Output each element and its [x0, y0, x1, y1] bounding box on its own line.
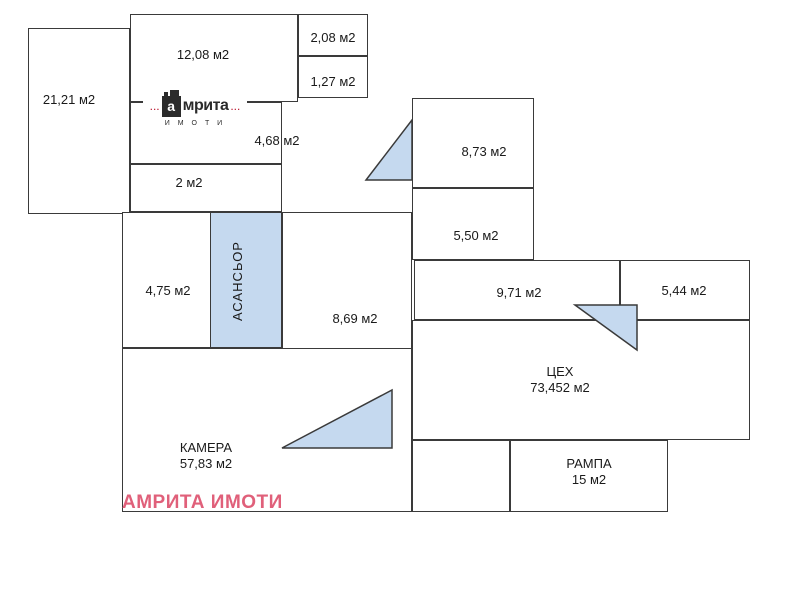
- room-5-50: [412, 188, 534, 260]
- label-4-68: 4,68 м2: [254, 132, 300, 148]
- label-9-71: 9,71 м2: [496, 284, 542, 300]
- label-5-50: 5,50 м2: [453, 227, 499, 243]
- label-kamera-area: 57,83 м2: [179, 456, 233, 471]
- label-ceh-name: ЦЕХ: [546, 363, 574, 379]
- label-ceh-area: 73,452 м2: [530, 380, 590, 395]
- logo-wordmark: [150, 96, 241, 117]
- room-8-73: [412, 98, 534, 188]
- door-swing-9-71-icon: [575, 305, 637, 350]
- logo-mark-icon: a: [162, 96, 181, 117]
- label-rampa-name: РАМПА: [566, 455, 612, 471]
- room-2-08: [298, 14, 368, 56]
- label-kamera-name: КАМЕРА: [179, 439, 233, 455]
- label-2-08: 2,08 м2: [310, 29, 356, 45]
- label-8-69: 8,69 м2: [332, 310, 378, 326]
- label-2: 2 м2: [175, 174, 203, 190]
- label-4-75: 4,75 м2: [145, 282, 191, 298]
- door-swing-kamera-icon: [282, 390, 392, 448]
- room-2: [130, 164, 282, 212]
- room-elevator: [210, 212, 282, 348]
- label-rampa-area: 15 м2: [571, 472, 607, 487]
- label-elevator: АСАНСЬОР: [229, 241, 245, 321]
- label-1-27: 1,27 м2: [310, 73, 356, 89]
- room-ceh-lower: [412, 440, 510, 512]
- label-12-08: 12,08 м2: [176, 46, 230, 62]
- label-21-21: 21,21 м2: [42, 91, 96, 107]
- label-5-44: 5,44 м2: [661, 282, 707, 298]
- logo-word: мрита: [182, 97, 229, 114]
- label-8-73: 8,73 м2: [461, 143, 507, 159]
- door-swing-8-73-icon: [366, 120, 412, 180]
- logo-subtitle: И М О Т И: [164, 119, 226, 127]
- amrita-logo: [143, 88, 247, 134]
- room-21-21: [28, 28, 130, 214]
- logo-left-dots: ...: [149, 99, 160, 113]
- room-5-44: [620, 260, 750, 320]
- room-1-27: [298, 56, 368, 98]
- room-rampa: [510, 440, 668, 512]
- logo-right-dots: ...: [230, 99, 241, 113]
- watermark-text: АМРИТА ИМОТИ: [122, 492, 283, 513]
